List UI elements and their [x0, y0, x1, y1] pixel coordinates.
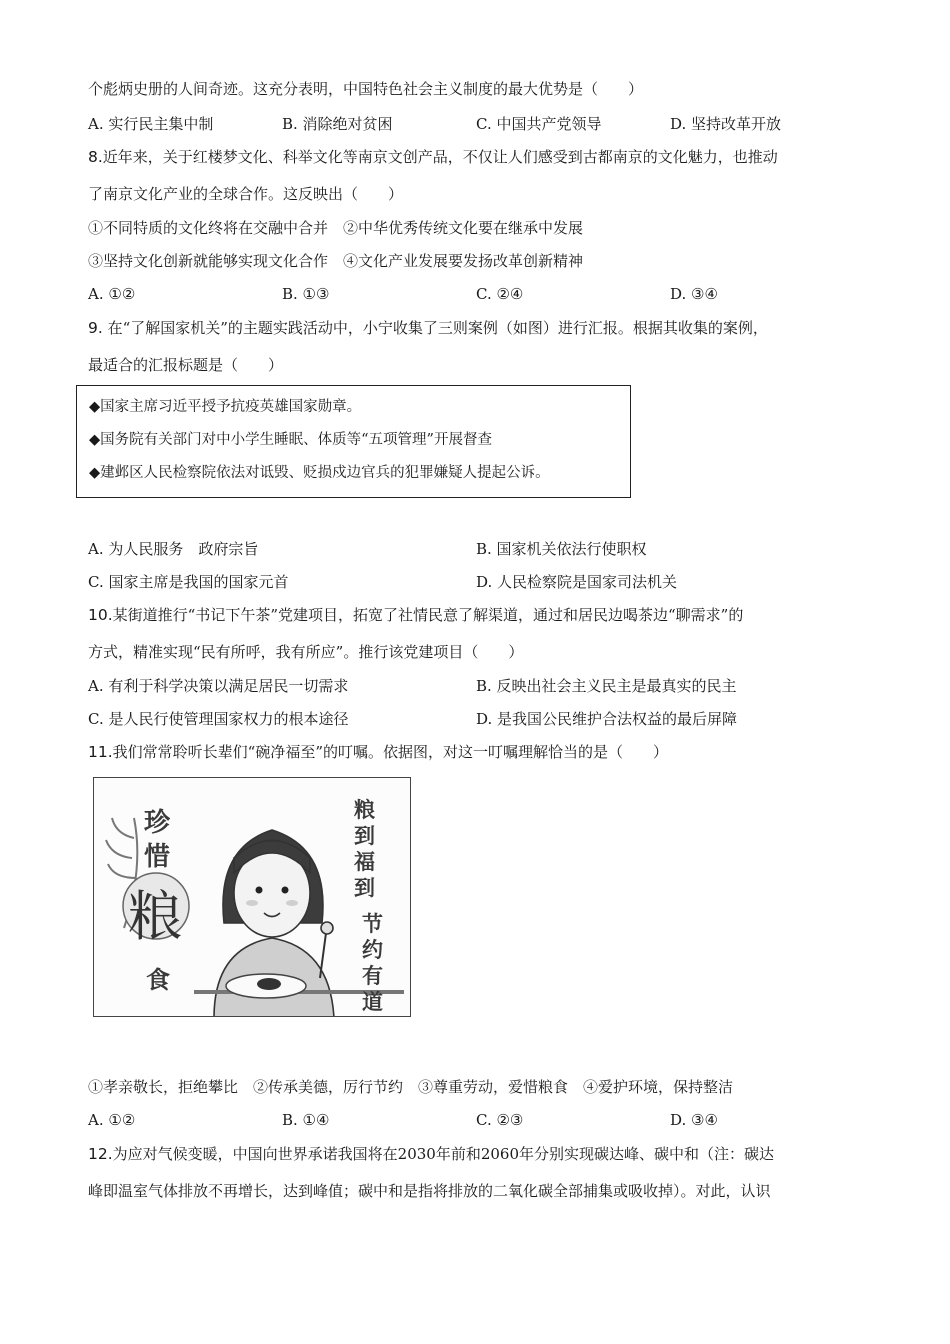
q7-option-d[interactable]: D. 坚持改革开放 [670, 115, 782, 133]
q9-option-c[interactable]: C. 国家主席是我国的国家元首 [88, 573, 289, 591]
q11-option-a[interactable]: A. ①② [88, 1111, 136, 1129]
q9-case-box [76, 385, 631, 498]
q9-option-d[interactable]: D. 人民检察院是国家司法机关 [476, 573, 678, 591]
q11-option-d[interactable]: D. ③④ [670, 1111, 718, 1129]
q12-stem-text-1: 为应对气候变暖，中国向世界承诺我国将在2030年前和2060年分别实现碳达峰、碳中和（注：碳达 [112, 1145, 775, 1163]
q12-number: 12. [88, 1145, 113, 1163]
poster-right-2c: 有 [362, 964, 383, 988]
q11-stem-text: 我们常常聆听长辈们“碗净福至”的叮嘱。依据图，对这一叮嘱理解恰当的是（ ） [112, 743, 668, 761]
q8-option-c[interactable]: C. ②④ [476, 285, 524, 303]
q9-case-2: ◆国务院有关部门对中小学生睡眠、体质等“五项管理”开展督查 [89, 432, 492, 448]
q8-stem-line-1 [88, 147, 778, 167]
q8-option-a[interactable]: A. ①② [88, 285, 136, 303]
q10-number: 10. [88, 606, 113, 624]
q10-stem-text-1: 某街道推行“书记下午茶”党建项目，拓宽了社情民意了解渠道，通过和居民边喝茶边“聊需求”的 [112, 606, 744, 624]
q7-stem: 个彪炳史册的人间奇迹。这充分表明，中国特色社会主义制度的最大优势是（ ） [88, 80, 644, 98]
q11-option-b[interactable]: B. ①④ [282, 1111, 330, 1129]
q8-stem-text-1: 近年来，关于红楼梦文化、科举文化等南京文创产品，不仅让人们感受到古都南京的文化魅力，也推动 [102, 148, 778, 166]
poster-char-2: 惜 [144, 842, 171, 872]
q8-option-d[interactable]: D. ③④ [670, 285, 718, 303]
poster-right-2d: 道 [362, 990, 383, 1014]
q11-number: 11. [88, 743, 113, 761]
q10-option-d[interactable]: D. 是我国公民维护合法权益的最后屏障 [476, 710, 738, 728]
q8-number: 8. [88, 148, 103, 166]
q7-option-a[interactable]: A. 实行民主集中制 [88, 115, 214, 133]
q10-option-a[interactable]: A. 有利于科学决策以满足居民一切需求 [88, 677, 349, 695]
q8-items-line-1: ①不同特质的文化终将在交融中合并 ②中华优秀传统文化要在继承中发展 [88, 219, 584, 237]
q9-option-a[interactable]: A. 为人民服务 政府宗旨 [88, 540, 259, 558]
poster-right-1b: 到 [354, 824, 375, 848]
food-saving-poster [93, 777, 411, 1017]
q10-stem-line-2: 方式，精准实现“民有所呼，我有所应”。推行该党建项目（ ） [88, 643, 524, 661]
q9-case-1: ◆国家主席习近平授予抗疫英雄国家勋章。 [89, 399, 362, 415]
q9-stem-line-2: 最适合的汇报标题是（ ） [88, 356, 284, 374]
q11-option-c[interactable]: C. ②③ [476, 1111, 524, 1129]
poster-right-1c: 福 [354, 850, 375, 874]
poster-right-1a: 粮 [354, 798, 375, 822]
q12-stem-line-1 [88, 1144, 774, 1164]
q10-option-b[interactable]: B. 反映出社会主义民主是最真实的民主 [476, 677, 737, 695]
poster-char-1: 珍 [144, 808, 171, 838]
poster-right-2b: 约 [362, 938, 383, 962]
q10-option-c[interactable]: C. 是人民行使管理国家权力的根本途径 [88, 710, 349, 728]
poster-right-1d: 到 [354, 876, 375, 900]
fork-icon [320, 933, 326, 978]
q7-option-b[interactable]: B. 消除绝对贫困 [282, 115, 393, 133]
q9-stem-text-1: 在“了解国家机关”的主题实践活动中，小宁收集了三则案例（如图）进行汇报。根据其收集的案例， [107, 319, 768, 337]
poster-right-2a: 节 [362, 912, 383, 936]
q11-items-line: ①孝亲敬长，拒绝攀比 ②传承美德，厉行节约 ③尊重劳动，爱惜粮食 ④爱护环境，保持整洁 [88, 1078, 734, 1096]
q8-stem-line-2: 了南京文化产业的全球合作。这反映出（ ） [88, 185, 404, 203]
plate-icon [226, 974, 306, 998]
q8-items-line-2: ③坚持文化创新就能够实现文化合作 ④文化产业发展要发扬改革创新精神 [88, 252, 584, 270]
q9-option-b[interactable]: B. 国家机关依法行使职权 [476, 540, 647, 558]
q9-stem-line-1 [88, 318, 768, 338]
q9-number: 9. [88, 319, 103, 337]
q9-case-3: ◆建邺区人民检察院依法对诋毁、贬损戍边官兵的犯罪嫌疑人提起公诉。 [89, 465, 550, 481]
poster-char-4: 食 [146, 966, 170, 994]
q8-option-b[interactable]: B. ①③ [282, 285, 330, 303]
q11-stem-line [88, 742, 668, 762]
q10-stem-line-1 [88, 605, 743, 625]
q12-stem-line-2: 峰即温室气体排放不再增长，达到峰值；碳中和是指将排放的二氧化碳全部捕集或吸收掉）。对此，认识 [88, 1182, 771, 1200]
q7-option-c[interactable]: C. 中国共产党领导 [476, 115, 602, 133]
poster-char-big: 粮 [128, 885, 182, 948]
